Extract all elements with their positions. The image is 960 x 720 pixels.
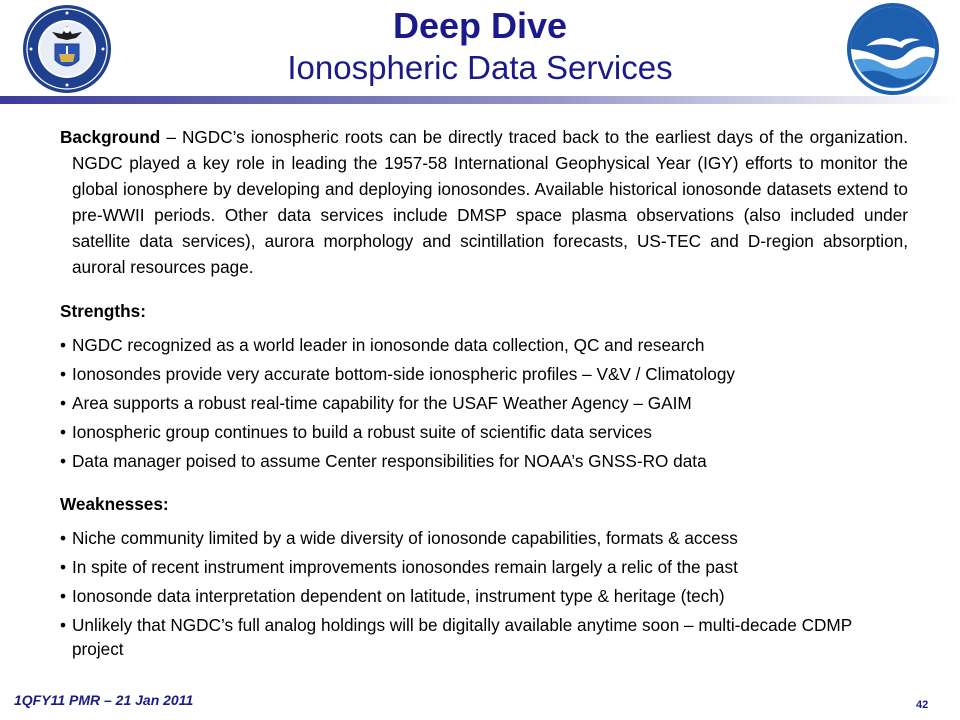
bullet-icon: • xyxy=(60,615,67,635)
title-divider xyxy=(0,96,960,104)
list-item: • Data manager poised to assume Center responsibilities for NOAA’s GNSS-RO data xyxy=(60,451,707,471)
list-item: • Niche community limited by a wide diversity of ionosonde capabilities, formats & access xyxy=(60,528,738,548)
list-item: • Ionosondes provide very accurate bottom-side ionospheric profiles – V&V / Climatology xyxy=(60,364,736,384)
bullet-icon: • xyxy=(60,364,67,384)
list-item: • In spite of recent instrument improvements ionosondes remain largely a relic of the past xyxy=(60,557,738,577)
slide-subtitle: Ionospheric Data Services xyxy=(287,49,673,86)
list-item: • Ionospheric group continues to build a robust suite of scientific data services xyxy=(60,422,652,442)
slide-title: Deep Dive xyxy=(392,5,568,46)
strengths-heading: Strengths: xyxy=(60,301,146,321)
weaknesses-list xyxy=(60,526,908,661)
list-item: • NGDC recognized as a world leader in ionosonde data collection, QC and research xyxy=(60,335,705,355)
strengths-list xyxy=(60,333,908,473)
bullet-icon: • xyxy=(60,393,67,413)
list-item: • Ionosonde data interpretation dependent on latitude, instrument type & heritage (tech) xyxy=(60,586,725,606)
department-of-commerce-seal xyxy=(22,4,112,94)
bullet-icon: • xyxy=(60,422,67,442)
bullet-icon: • xyxy=(60,451,67,471)
background-text: – NGDC’s ionospheric roots can be directly traced back to the earliest days of the organization. NGDC played a key role in leading the 1957-58 International Geophysical Year (IGY) efforts to monitor the global ionosphere by developing and deploying ionosondes. Available historical ionosonde datasets extend to pre-WWII periods. Other data services include DMSP space plasma observations (also included under satellite data services), aurora morphology and scintillation forecasts, US-TEC and D-region absorption, auroral resources page. xyxy=(72,127,908,277)
background-heading: Background xyxy=(60,127,161,147)
bullet-icon: • xyxy=(60,557,67,577)
noaa-logo xyxy=(846,2,940,96)
bullet-icon: • xyxy=(60,528,67,548)
background-paragraph xyxy=(60,124,908,280)
weaknesses-heading: Weaknesses: xyxy=(60,494,169,514)
list-item: • Unlikely that NGDC’s full analog holdings will be digitally available anytime soon – multi-decade CDMP project xyxy=(60,615,852,659)
list-item: • Area supports a robust real-time capability for the USAF Weather Agency – GAIM xyxy=(60,393,692,413)
footer-date: 1QFY11 PMR – 21 Jan 2011 xyxy=(14,692,194,708)
bullet-icon: • xyxy=(60,335,67,355)
page-number: 42 xyxy=(916,699,929,711)
slide-content xyxy=(60,124,908,666)
bullet-icon: • xyxy=(60,586,67,606)
